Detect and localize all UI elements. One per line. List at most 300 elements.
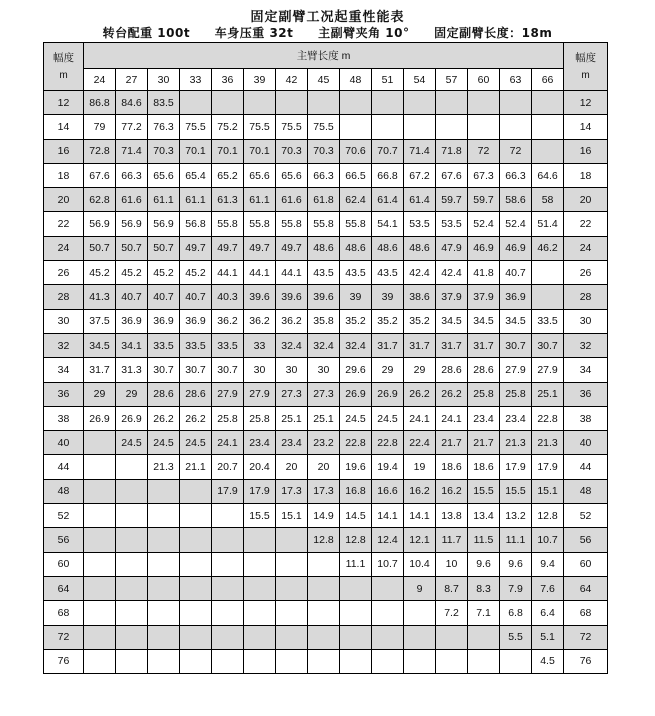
- capacity-cell: 20.4: [244, 455, 276, 479]
- capacity-cell: [212, 91, 244, 115]
- capacity-cell: 11.5: [468, 528, 500, 552]
- capacity-cell: 75.5: [308, 115, 340, 139]
- capacity-cell: 66.5: [340, 163, 372, 187]
- capacity-cell: 23.4: [276, 431, 308, 455]
- capacity-cell: 30: [308, 358, 340, 382]
- capacity-cell: 19.4: [372, 455, 404, 479]
- capacity-cell: 10.7: [372, 552, 404, 576]
- capacity-cell: [84, 601, 116, 625]
- capacity-cell: [116, 649, 148, 673]
- capacity-cell: 25.8: [468, 382, 500, 406]
- capacity-cell: [276, 552, 308, 576]
- capacity-cell: 61.4: [372, 188, 404, 212]
- capacity-cell: 61.1: [148, 188, 180, 212]
- capacity-cell: [372, 625, 404, 649]
- capacity-cell: [436, 625, 468, 649]
- table-row: [44, 528, 608, 552]
- capacity-cell: 17.9: [500, 455, 532, 479]
- capacity-cell: 42.4: [404, 261, 436, 285]
- capacity-cell: 32.4: [308, 333, 340, 357]
- table-row: [44, 479, 608, 503]
- capacity-cell: 29: [404, 358, 436, 382]
- radius-cell: 26: [564, 261, 608, 285]
- capacity-cell: 16.2: [404, 479, 436, 503]
- table-row: [44, 333, 608, 357]
- boom-length-cell: 48: [340, 69, 372, 91]
- capacity-cell: 46.9: [500, 236, 532, 260]
- capacity-cell: [468, 625, 500, 649]
- radius-cell: 20: [564, 188, 608, 212]
- capacity-cell: 12.1: [404, 528, 436, 552]
- capacity-cell: 30.7: [532, 333, 564, 357]
- capacity-cell: 49.7: [276, 236, 308, 260]
- capacity-cell: [148, 601, 180, 625]
- table-row: [44, 212, 608, 236]
- capacity-cell: 72.8: [84, 139, 116, 163]
- jib-length-label: 固定副臂长度：18m: [434, 26, 553, 40]
- capacity-cell: 12.8: [340, 528, 372, 552]
- table-row: [44, 431, 608, 455]
- capacity-cell: 39: [372, 285, 404, 309]
- capacity-cell: 26.2: [148, 406, 180, 430]
- radius-cell: 16: [44, 139, 84, 163]
- radius-cell: 56: [44, 528, 84, 552]
- capacity-cell: 35.2: [404, 309, 436, 333]
- radius-cell: 18: [44, 163, 84, 187]
- capacity-cell: 15.5: [468, 479, 500, 503]
- capacity-cell: 15.5: [244, 504, 276, 528]
- radius-cell: 48: [564, 479, 608, 503]
- capacity-cell: 14.5: [340, 504, 372, 528]
- capacity-cell: 6.4: [532, 601, 564, 625]
- capacity-cell: 14.1: [404, 504, 436, 528]
- capacity-cell: [116, 528, 148, 552]
- boom-length-cell: 54: [404, 69, 436, 91]
- radius-cell: 22: [44, 212, 84, 236]
- capacity-cell: 83.5: [148, 91, 180, 115]
- capacity-cell: 86.8: [84, 91, 116, 115]
- radius-cell: 44: [564, 455, 608, 479]
- boom-length-cell: 60: [468, 69, 500, 91]
- capacity-cell: 34.5: [84, 333, 116, 357]
- radius-cell: 76: [44, 649, 84, 673]
- radius-cell: 48: [44, 479, 84, 503]
- capacity-cell: 8.3: [468, 576, 500, 600]
- header-row-lengths: [44, 69, 608, 91]
- radius-header-left: [44, 43, 84, 91]
- capacity-cell: 27.9: [212, 382, 244, 406]
- capacity-cell: 15.1: [276, 504, 308, 528]
- radius-cell: 34: [44, 358, 84, 382]
- capacity-cell: 22.8: [532, 406, 564, 430]
- capacity-cell: [180, 576, 212, 600]
- capacity-cell: 12.8: [308, 528, 340, 552]
- capacity-cell: 55.8: [340, 212, 372, 236]
- capacity-cell: 31.7: [436, 333, 468, 357]
- radius-cell: 68: [564, 601, 608, 625]
- capacity-cell: 31.7: [372, 333, 404, 357]
- radius-cell: 60: [44, 552, 84, 576]
- capacity-cell: [340, 115, 372, 139]
- capacity-cell: 30: [244, 358, 276, 382]
- capacity-cell: 37.9: [436, 285, 468, 309]
- boom-length-cell: 57: [436, 69, 468, 91]
- capacity-cell: 27.9: [500, 358, 532, 382]
- capacity-cell: [116, 479, 148, 503]
- capacity-cell: 9: [404, 576, 436, 600]
- capacity-cell: [340, 601, 372, 625]
- capacity-cell: 26.2: [436, 382, 468, 406]
- table-row: [44, 285, 608, 309]
- capacity-cell: [308, 649, 340, 673]
- capacity-cell: 34.5: [468, 309, 500, 333]
- table-row: [44, 261, 608, 285]
- capacity-cell: 52.4: [500, 212, 532, 236]
- capacity-cell: 33.5: [148, 333, 180, 357]
- radius-cell: 12: [564, 91, 608, 115]
- capacity-cell: 70.1: [180, 139, 212, 163]
- capacity-cell: [148, 576, 180, 600]
- capacity-cell: 33.5: [532, 309, 564, 333]
- capacity-cell: 49.7: [212, 236, 244, 260]
- radius-cell: 26: [44, 261, 84, 285]
- table-row: [44, 625, 608, 649]
- capacity-cell: 38.6: [404, 285, 436, 309]
- capacity-cell: 71.4: [404, 139, 436, 163]
- capacity-cell: 35.2: [372, 309, 404, 333]
- capacity-cell: 53.5: [436, 212, 468, 236]
- capacity-cell: 36.9: [180, 309, 212, 333]
- boom-length-header: 主臂长度 m: [84, 43, 564, 69]
- capacity-cell: [372, 91, 404, 115]
- capacity-cell: 55.8: [244, 212, 276, 236]
- capacity-cell: 18.6: [436, 455, 468, 479]
- capacity-cell: 72: [500, 139, 532, 163]
- radius-cell: 28: [564, 285, 608, 309]
- capacity-cell: 36.2: [212, 309, 244, 333]
- radius-cell: 24: [564, 236, 608, 260]
- capacity-cell: 43.5: [340, 261, 372, 285]
- capacity-cell: 17.3: [308, 479, 340, 503]
- capacity-cell: 21.1: [180, 455, 212, 479]
- capacity-cell: [276, 576, 308, 600]
- radius-cell: 68: [44, 601, 84, 625]
- table-row: [44, 163, 608, 187]
- radius-cell: 32: [564, 333, 608, 357]
- radius-cell: 72: [564, 625, 608, 649]
- capacity-cell: 49.7: [180, 236, 212, 260]
- capacity-cell: 16.6: [372, 479, 404, 503]
- capacity-cell: 10.4: [404, 552, 436, 576]
- load-chart-table: [43, 42, 608, 674]
- capacity-cell: 39: [340, 285, 372, 309]
- table-row: [44, 576, 608, 600]
- table-title: 固定副臂工况起重性能表: [250, 10, 405, 25]
- capacity-cell: 49.7: [244, 236, 276, 260]
- capacity-cell: 28.6: [180, 382, 212, 406]
- boom-length-cell: 36: [212, 69, 244, 91]
- radius-cell: 30: [564, 309, 608, 333]
- capacity-cell: 36.9: [116, 309, 148, 333]
- capacity-cell: 66.3: [308, 163, 340, 187]
- table-row: [44, 358, 608, 382]
- capacity-cell: 26.9: [372, 382, 404, 406]
- capacity-cell: 7.2: [436, 601, 468, 625]
- header-row-boom: [44, 43, 608, 69]
- radius-cell: 18: [564, 163, 608, 187]
- capacity-cell: [404, 91, 436, 115]
- capacity-cell: 67.3: [468, 163, 500, 187]
- capacity-cell: 66.8: [372, 163, 404, 187]
- capacity-cell: [500, 115, 532, 139]
- capacity-cell: [244, 552, 276, 576]
- capacity-cell: 28.6: [148, 382, 180, 406]
- capacity-cell: [372, 601, 404, 625]
- capacity-cell: 12.4: [372, 528, 404, 552]
- capacity-cell: 84.6: [116, 91, 148, 115]
- capacity-cell: [404, 115, 436, 139]
- capacity-cell: 70.6: [340, 139, 372, 163]
- capacity-cell: 67.6: [436, 163, 468, 187]
- capacity-cell: [84, 479, 116, 503]
- radius-cell: 34: [564, 358, 608, 382]
- capacity-cell: 75.5: [244, 115, 276, 139]
- capacity-cell: 23.4: [468, 406, 500, 430]
- capacity-cell: 35.8: [308, 309, 340, 333]
- capacity-cell: 65.6: [276, 163, 308, 187]
- capacity-cell: 23.4: [500, 406, 532, 430]
- capacity-cell: 46.2: [532, 236, 564, 260]
- capacity-cell: [116, 601, 148, 625]
- capacity-cell: [468, 649, 500, 673]
- capacity-cell: 39.6: [244, 285, 276, 309]
- radius-cell: 22: [564, 212, 608, 236]
- radius-cell: 64: [44, 576, 84, 600]
- capacity-cell: 45.2: [84, 261, 116, 285]
- capacity-cell: [500, 649, 532, 673]
- capacity-cell: 61.1: [180, 188, 212, 212]
- capacity-cell: [532, 115, 564, 139]
- capacity-cell: 25.1: [276, 406, 308, 430]
- capacity-cell: [468, 115, 500, 139]
- capacity-cell: 50.7: [116, 236, 148, 260]
- capacity-cell: 39.6: [308, 285, 340, 309]
- capacity-cell: 25.8: [244, 406, 276, 430]
- capacity-cell: 32.4: [276, 333, 308, 357]
- radius-cell: 60: [564, 552, 608, 576]
- radius-cell: 64: [564, 576, 608, 600]
- capacity-cell: 40.7: [116, 285, 148, 309]
- capacity-cell: [276, 649, 308, 673]
- capacity-cell: 45.2: [148, 261, 180, 285]
- capacity-cell: 13.2: [500, 504, 532, 528]
- capacity-cell: 12.8: [532, 504, 564, 528]
- capacity-cell: 48.6: [404, 236, 436, 260]
- radius-header-right: [564, 43, 608, 91]
- radius-cell: 20: [44, 188, 84, 212]
- capacity-cell: 26.9: [340, 382, 372, 406]
- capacity-cell: 70.1: [212, 139, 244, 163]
- capacity-cell: 24.5: [148, 431, 180, 455]
- capacity-cell: 30.7: [500, 333, 532, 357]
- radius-cell: 40: [44, 431, 84, 455]
- radius-label: 幅度: [53, 51, 74, 64]
- capacity-cell: 26.2: [180, 406, 212, 430]
- boom-length-cell: 45: [308, 69, 340, 91]
- boom-length-cell: 51: [372, 69, 404, 91]
- capacity-cell: 59.7: [436, 188, 468, 212]
- capacity-cell: [212, 625, 244, 649]
- capacity-cell: 24.5: [340, 406, 372, 430]
- capacity-cell: [404, 649, 436, 673]
- capacity-cell: 40.7: [148, 285, 180, 309]
- capacity-cell: 20: [276, 455, 308, 479]
- capacity-cell: 48.6: [340, 236, 372, 260]
- capacity-cell: [212, 504, 244, 528]
- capacity-cell: 22.4: [404, 431, 436, 455]
- capacity-cell: 36.9: [148, 309, 180, 333]
- radius-cell: 32: [44, 333, 84, 357]
- radius-cell: 40: [564, 431, 608, 455]
- capacity-cell: 4.5: [532, 649, 564, 673]
- radius-unit: m: [581, 69, 590, 81]
- capacity-cell: 25.8: [212, 406, 244, 430]
- capacity-cell: 66.3: [500, 163, 532, 187]
- capacity-cell: [340, 649, 372, 673]
- table-row: [44, 309, 608, 333]
- capacity-cell: 14.9: [308, 504, 340, 528]
- capacity-cell: [148, 528, 180, 552]
- capacity-cell: [340, 625, 372, 649]
- capacity-cell: 39.6: [276, 285, 308, 309]
- capacity-cell: 42.4: [436, 261, 468, 285]
- capacity-cell: [212, 601, 244, 625]
- capacity-cell: [532, 91, 564, 115]
- capacity-cell: 71.8: [436, 139, 468, 163]
- table-row: [44, 115, 608, 139]
- capacity-cell: 33.5: [212, 333, 244, 357]
- capacity-cell: [116, 504, 148, 528]
- capacity-cell: [532, 139, 564, 163]
- capacity-cell: [532, 285, 564, 309]
- capacity-cell: [276, 91, 308, 115]
- capacity-cell: [84, 504, 116, 528]
- capacity-cell: 16.2: [436, 479, 468, 503]
- table-subtitle: [0, 24, 655, 41]
- capacity-cell: 25.1: [532, 382, 564, 406]
- capacity-cell: 21.3: [148, 455, 180, 479]
- boom-length-cell: 27: [116, 69, 148, 91]
- capacity-cell: 21.7: [468, 431, 500, 455]
- radius-cell: 76: [564, 649, 608, 673]
- capacity-cell: 33: [244, 333, 276, 357]
- capacity-cell: [308, 625, 340, 649]
- capacity-cell: 27.3: [308, 382, 340, 406]
- capacity-cell: 24.1: [212, 431, 244, 455]
- capacity-cell: [244, 528, 276, 552]
- jib-angle-label: 主副臂夹角 10°: [318, 26, 410, 40]
- capacity-cell: 75.5: [276, 115, 308, 139]
- radius-cell: 56: [564, 528, 608, 552]
- boom-length-cell: 63: [500, 69, 532, 91]
- capacity-cell: 56.8: [180, 212, 212, 236]
- capacity-cell: 46.9: [468, 236, 500, 260]
- counterweight-label: 转台配重 100t: [102, 26, 191, 40]
- table-row: [44, 601, 608, 625]
- capacity-cell: 70.1: [244, 139, 276, 163]
- radius-cell: 72: [44, 625, 84, 649]
- capacity-cell: 13.4: [468, 504, 500, 528]
- radius-cell: 30: [44, 309, 84, 333]
- table-row: [44, 188, 608, 212]
- capacity-cell: 45.2: [180, 261, 212, 285]
- capacity-cell: 9.6: [468, 552, 500, 576]
- capacity-cell: 10: [436, 552, 468, 576]
- radius-cell: 12: [44, 91, 84, 115]
- capacity-cell: 15.1: [532, 479, 564, 503]
- capacity-cell: [532, 261, 564, 285]
- capacity-cell: [180, 601, 212, 625]
- capacity-cell: 65.6: [148, 163, 180, 187]
- capacity-cell: 64.6: [532, 163, 564, 187]
- capacity-cell: 45.2: [116, 261, 148, 285]
- boom-length-cell: 30: [148, 69, 180, 91]
- capacity-cell: [180, 552, 212, 576]
- capacity-cell: 77.2: [116, 115, 148, 139]
- capacity-cell: 7.9: [500, 576, 532, 600]
- capacity-cell: 20: [308, 455, 340, 479]
- capacity-cell: [372, 576, 404, 600]
- capacity-cell: 27.9: [532, 358, 564, 382]
- capacity-cell: [276, 625, 308, 649]
- capacity-cell: 58.6: [500, 188, 532, 212]
- capacity-cell: 28.6: [436, 358, 468, 382]
- capacity-cell: 7.1: [468, 601, 500, 625]
- capacity-cell: [340, 91, 372, 115]
- capacity-cell: 44.1: [212, 261, 244, 285]
- capacity-cell: [372, 115, 404, 139]
- table-row: [44, 455, 608, 479]
- radius-cell: 14: [44, 115, 84, 139]
- capacity-cell: 24.1: [436, 406, 468, 430]
- capacity-cell: 72: [468, 139, 500, 163]
- capacity-cell: 23.2: [308, 431, 340, 455]
- capacity-cell: [244, 625, 276, 649]
- capacity-cell: [212, 552, 244, 576]
- capacity-cell: 70.3: [148, 139, 180, 163]
- capacity-cell: 5.5: [500, 625, 532, 649]
- capacity-cell: [436, 115, 468, 139]
- capacity-cell: 70.3: [308, 139, 340, 163]
- capacity-cell: 41.8: [468, 261, 500, 285]
- capacity-cell: 14.1: [372, 504, 404, 528]
- capacity-cell: 15.5: [500, 479, 532, 503]
- capacity-cell: [180, 504, 212, 528]
- capacity-cell: 61.3: [212, 188, 244, 212]
- capacity-cell: 56.9: [116, 212, 148, 236]
- capacity-cell: 17.9: [212, 479, 244, 503]
- radius-cell: 38: [44, 406, 84, 430]
- boom-length-cell: 42: [276, 69, 308, 91]
- radius-cell: 28: [44, 285, 84, 309]
- capacity-cell: 30.7: [148, 358, 180, 382]
- capacity-cell: [148, 479, 180, 503]
- capacity-cell: [180, 91, 212, 115]
- capacity-cell: 34.1: [116, 333, 148, 357]
- capacity-cell: 35.2: [340, 309, 372, 333]
- capacity-cell: 40.7: [180, 285, 212, 309]
- capacity-cell: 26.9: [84, 406, 116, 430]
